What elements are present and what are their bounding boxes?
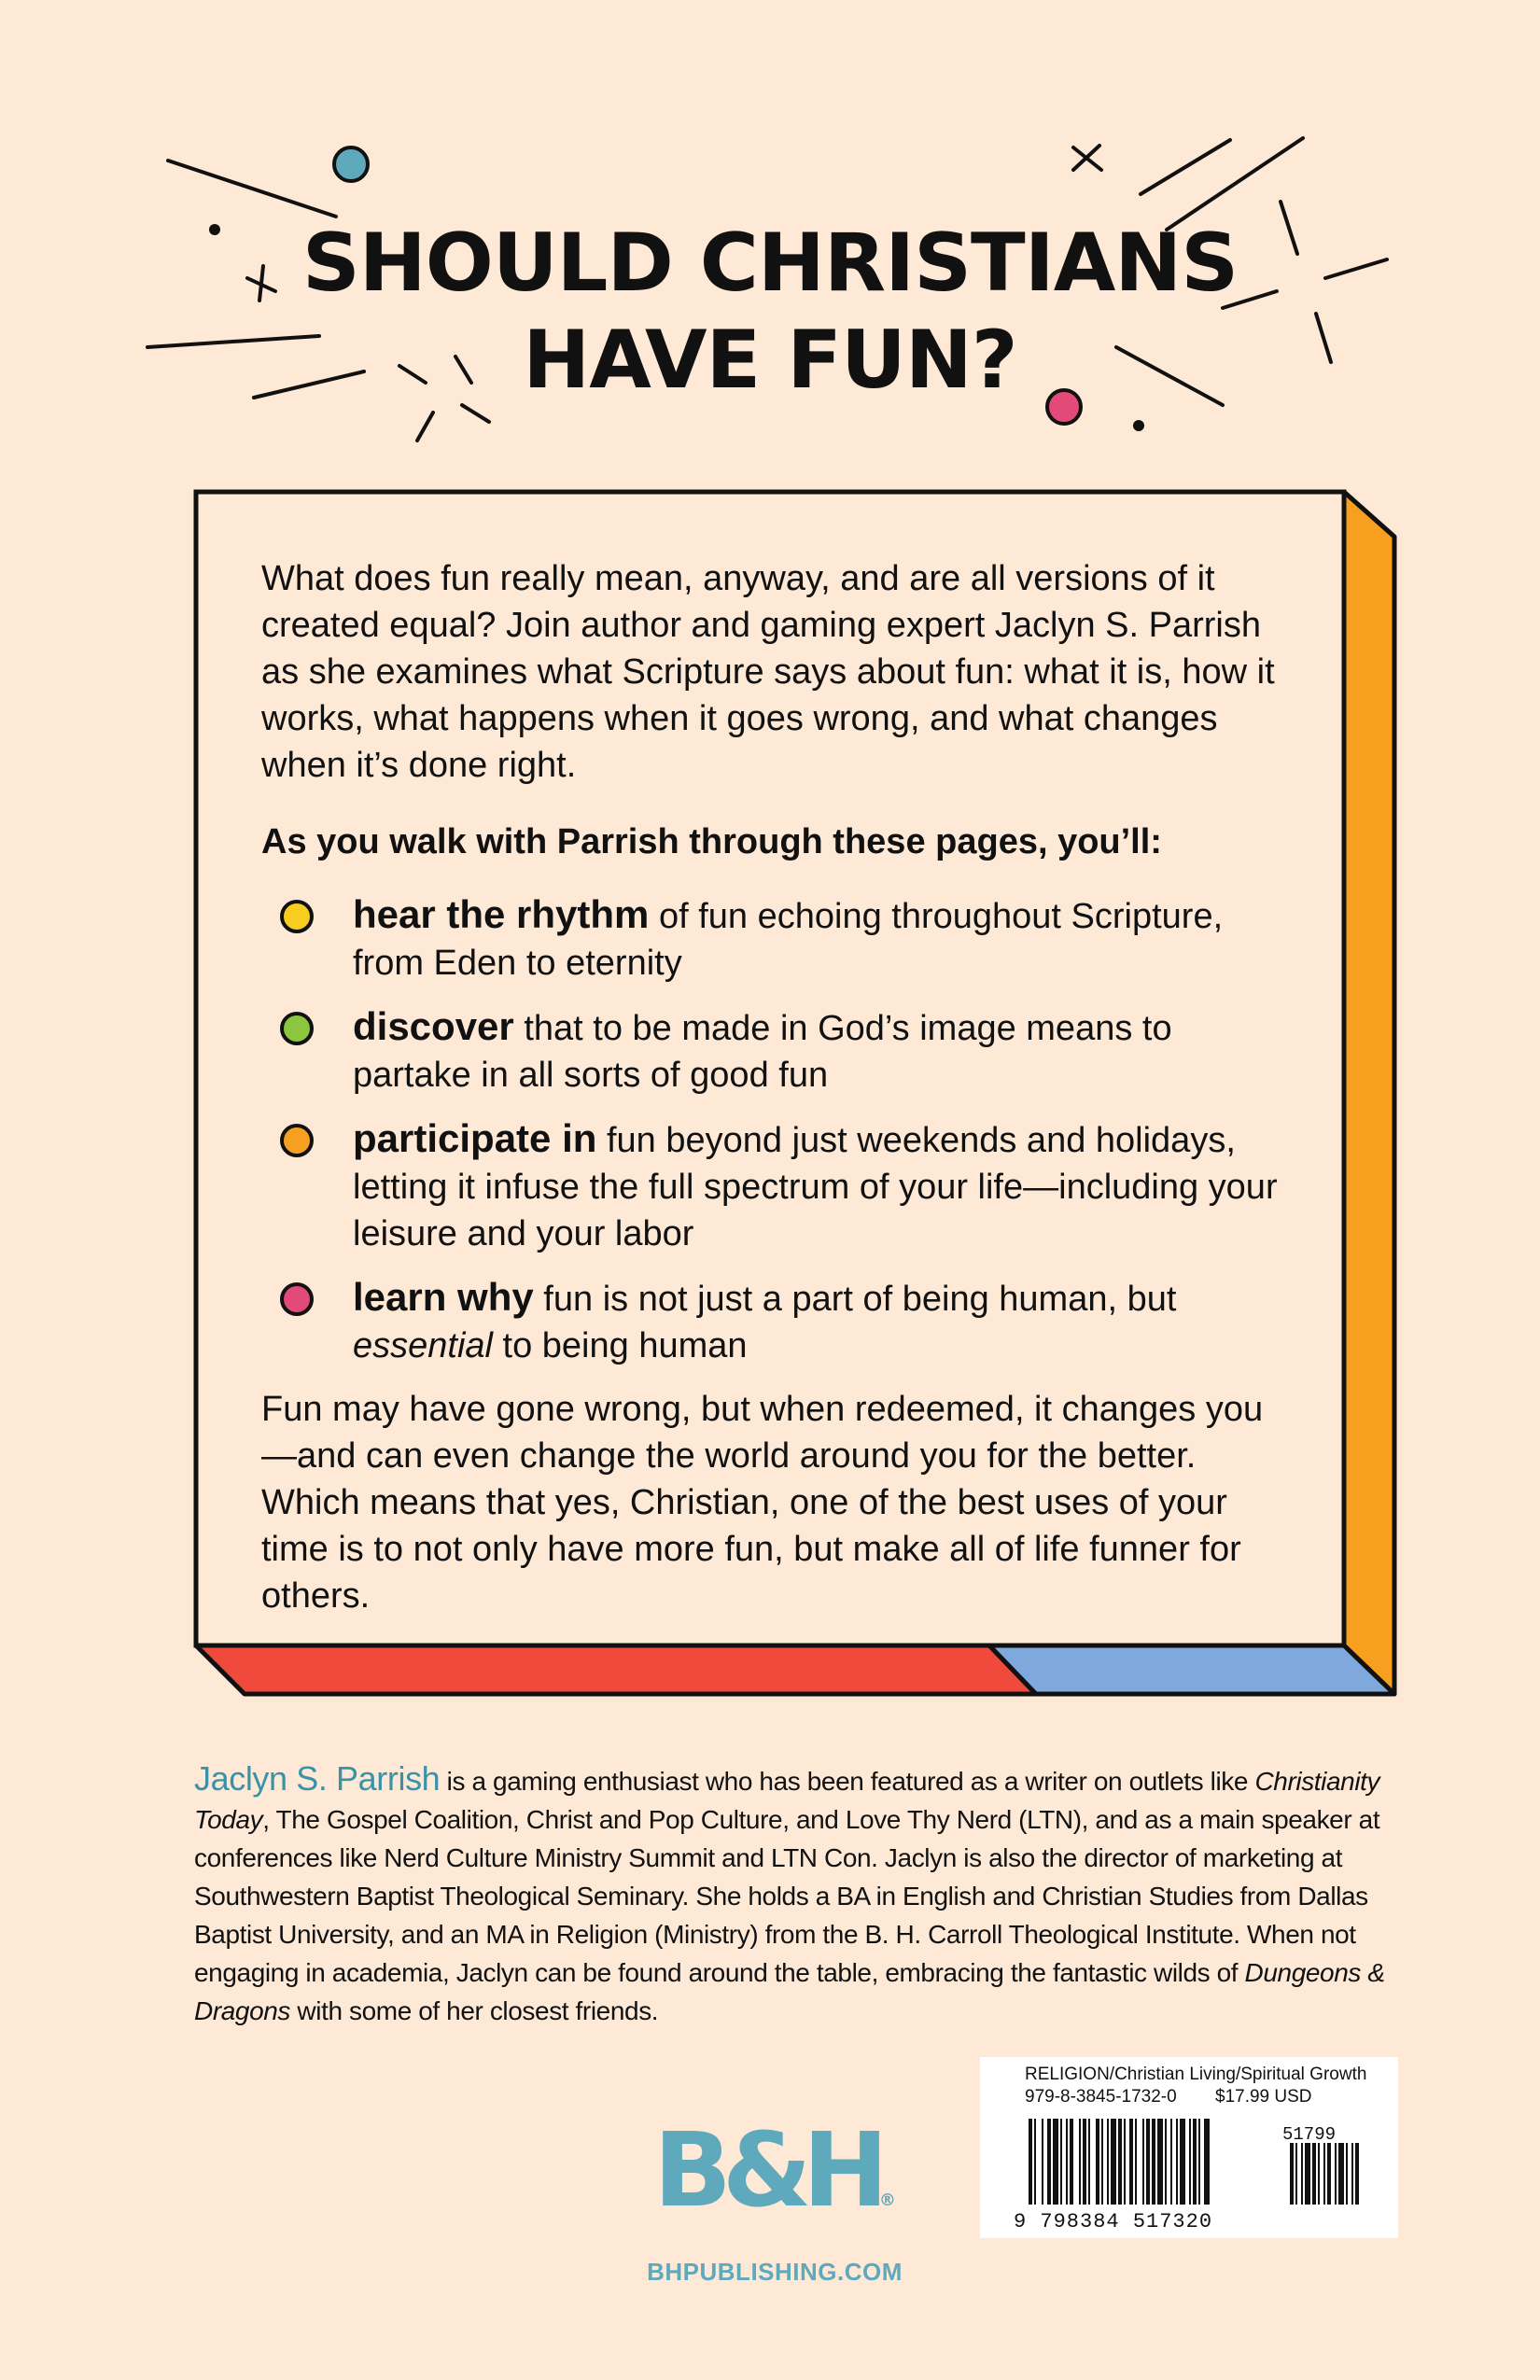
publisher-logo [635,2110,915,2287]
bullet-text: of fun echoing throughout Scripture, from Eden to eternity [353,897,1224,983]
orange-dot-icon [280,1124,314,1157]
barcode-bar [1204,2119,1210,2205]
barcode-addon-bar [1335,2143,1337,2205]
barcode-bar [1176,2119,1178,2205]
logo-text: B&H [653,2110,879,2230]
registered-mark: ® [878,2191,896,2210]
bullet-text: that to be made in God’s image means to partake in all sorts of good fun [353,1009,1172,1095]
green-dot-icon [280,1012,314,1045]
barcode-bar [1152,2119,1155,2205]
title-line-1: SHOULD CHRISTIANS [301,217,1239,310]
barcode-label [980,2057,1398,2238]
barcode-bar [1111,2119,1116,2205]
benefit-list [261,891,1288,1369]
barcode-bar [1180,2119,1185,2205]
barcode-addon-bar [1290,2143,1294,2205]
box-bottom-face-blue [989,1645,1394,1694]
barcode-bar [1189,2119,1191,2205]
barcode-addon-bar [1295,2143,1297,2205]
list-item [353,1003,1288,1099]
bullet-text: fun is not just a part of being human, but [533,1280,1177,1319]
list-item [353,891,1288,987]
barcode-addon-bar [1346,2143,1348,2205]
barcode-bar [1029,2119,1032,2205]
barcode-bar [1066,2119,1068,2205]
bio-publication-1: Christianity Today [194,1767,1380,1834]
barcode-bar [1198,2119,1200,2205]
author-name: Jaclyn S. Parrish [194,1759,441,1798]
barcode-bar [1060,2119,1062,2205]
barcode-bar [1088,2119,1090,2205]
price-addon-code: 51799 [1282,2124,1337,2145]
retail-price: $17.99 USD [1215,2087,1312,2107]
barcode-addon-bar [1305,2143,1310,2205]
closing-paragraph: Fun may have gone wrong, but when redeemed, it changes you—and can even change the world around you for the better. Which means that yes, Christian, one of the best uses of your time is to not only have more fun, but make all of life funner for others. [261,1390,1264,1616]
lead-paragraph: What does fun really mean, anyway, and are all versions of it created equal? Join author and gaming expert Jaclyn S. Parrish as she examines what Scripture says about fun: what it is, how it works, what happens when it goes wrong, and what changes when it’s done right. [261,559,1275,785]
barcode-bar [1083,2119,1086,2205]
bullet-text: fun beyond just weekends and holidays, letting it infuse the full spectrum of your life—including your leisure and your labor [353,1121,1278,1253]
box-bottom-face-red [196,1645,1036,1694]
bullet-text-end: to being human [492,1326,748,1365]
barcode-bar [1047,2119,1051,2205]
barcode-bar [1129,2119,1133,2205]
barcode-addon-bar [1323,2143,1325,2205]
bullet-keyword: participate in [353,1116,597,1160]
pink-dot-icon [280,1282,314,1316]
barcode-bar [1193,2119,1197,2205]
bh-logo-mark [635,2110,915,2252]
barcode-bar [1124,2119,1126,2205]
barcode-bar [1142,2119,1144,2205]
yellow-dot-icon [280,900,314,933]
bullet-keyword: discover [353,1004,514,1048]
barcode-addon-bar [1355,2143,1359,2205]
barcode-bar [1135,2119,1137,2205]
bio-text-1: is a gaming enthusiast who has been featured as a writer on outlets like [440,1767,1255,1796]
bullet-keyword: hear the rhythm [353,892,650,936]
barcode-digits: 9 798384 517320 [1014,2210,1213,2233]
barcode-bar [1096,2119,1099,2205]
barcode-addon-bar [1351,2143,1353,2205]
title-line-2: HAVE FUN? [523,314,1017,407]
list-item [353,1274,1288,1369]
barcode-bar [1118,2119,1122,2205]
description-content [261,555,1288,1619]
isbn-number: 979-8-3845-1732-0 [1025,2087,1177,2107]
barcode-bar [1079,2119,1081,2205]
bullet-keyword: learn why [353,1275,534,1319]
bullet-intro: As you walk with Parrish through these pages, you’ll: [261,822,1162,861]
bisac-category: RELIGION/Christian Living/Spiritual Growth [1025,2065,1367,2084]
barcode-bar [1053,2119,1058,2205]
barcode-addon-bar [1338,2143,1344,2205]
publisher-url: BHPUBLISHING.COM [647,2258,903,2286]
bio-text-2: , The Gospel Coalition, Christ and Pop Culture, and Love Thy Nerd (LTN), and as a main speaker at conferences like Nerd Culture Ministry Summit and LTN Con. Jaclyn is also the director of marketing at Southwestern Baptist Theological Seminary. She holds a BA in English and Christian Studies from Dallas Baptist University, and an MA in Religion (Ministry) from the B. H. Carroll Theological Institute. When not engaging in academia, Jaclyn can be found around the table, embracing the fantastic wilds of [194,1805,1380,1987]
barcode-bar [1101,2119,1103,2205]
barcode-addon-bar [1312,2143,1316,2205]
bullet-emphasis: essential [353,1326,493,1365]
author-bio [194,1759,1409,2030]
barcode-addon-bar [1301,2143,1303,2205]
barcode-bar [1165,2119,1167,2205]
barcode-bar [1070,2119,1073,2205]
barcode-addon-bar [1318,2143,1320,2205]
list-item [353,1115,1288,1257]
barcode-bar [1107,2119,1109,2205]
barcode-addon-bar [1327,2143,1331,2205]
bio-publication-2: Dungeons & Dragons [194,1958,1385,2025]
barcode-bar [1157,2119,1163,2205]
bio-text-3: with some of her closest friends. [290,1996,659,2025]
barcode-bar [1170,2119,1172,2205]
barcode-bar [1042,2119,1043,2205]
barcode-bar [1034,2119,1036,2205]
barcode-bar [1146,2119,1150,2205]
box-side-face [1344,492,1394,1694]
